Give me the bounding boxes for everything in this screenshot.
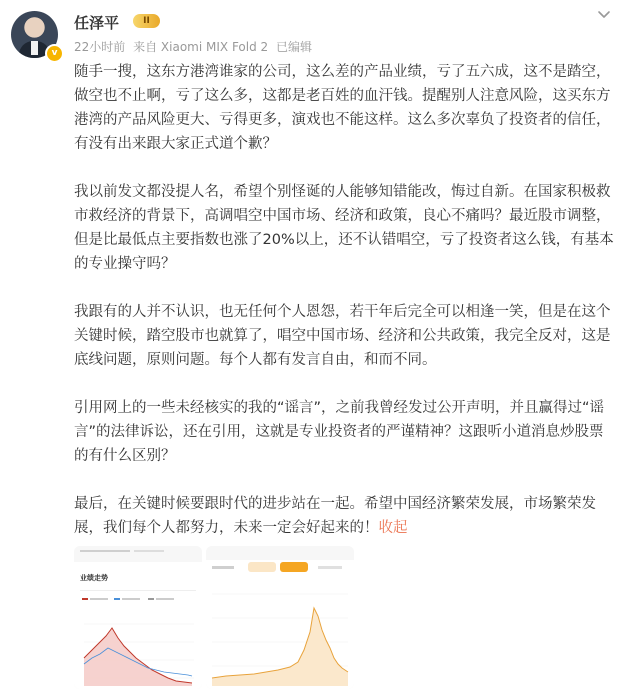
post-meta xyxy=(74,38,316,55)
post-paragraph-text: 最后，在关键时候要跟时代的进步站在一起。希望中国经济繁荣发展，市场繁荣发展，我们每个人都努力，未来一定会好起来的！ xyxy=(74,496,596,536)
verified-v-icon: v xyxy=(45,44,64,63)
post-paragraph: 我跟有的人并不认识，也无任何个人恩怨，若干年后完全可以相逢一笑，但是在这个关键时候，踏空股市也就算了，唱空中国市场、经济和公共政策，我完全反对，这是底线问题，原则问题。每个人都有发言自由，和而不同。 xyxy=(74,304,611,368)
level-badge[interactable]: II xyxy=(133,14,160,28)
collapse-link[interactable]: 收起 xyxy=(378,520,408,536)
user-name[interactable]: 任泽平 xyxy=(74,14,120,32)
post-time[interactable]: 22小时前 xyxy=(74,40,126,54)
image-thumbnail-2[interactable] xyxy=(206,546,354,689)
post-source: 来自 Xiaomi MIX Fold 2 xyxy=(133,40,269,54)
thumb1-title: 业绩走势 xyxy=(80,574,108,582)
chevron-down-icon[interactable] xyxy=(596,6,612,22)
post-paragraph: 引用网上的一些未经核实的我的“谣言”，之前我曾经发过公开声明，并且赢得过“谣言”的法律诉讼，还在引用，这就是专业投资者的严谨精神？这跟听小道消息炒股票的有什么区别？ xyxy=(74,400,605,464)
image-thumbnail-1[interactable] xyxy=(74,546,202,689)
avatar-shirt xyxy=(31,41,38,55)
post-paragraph: 随手一搜，这东方港湾谁家的公司，这么差的产品业绩，亏了五六成，这不是踏空，做空也不止啊，亏了这么多，这都是老百姓的血汗钱。提醒别人注意风险，这买东方港湾的产品风险更大、亏得更多，演戏也不能这样。这么多次辜负了投资者的信任，有没有出来跟大家正式道个歉？ xyxy=(74,64,611,152)
thumb1-chart xyxy=(74,546,202,689)
post-text xyxy=(74,60,614,540)
edited-label[interactable]: 已编辑 xyxy=(276,40,313,54)
post-paragraph-last xyxy=(74,492,614,540)
post-paragraph: 我以前发文都没提人名，希望个别怪诞的人能够知错能改，悔过自新。在国家积极救市救经济的背景下，高调唱空中国市场、经济和政策，良心不痛吗？最近股市调整，但是比最低点主要指数也涨了20%以上，还不认错唱空，亏了投资者这么钱，有基本的专业操守吗？ xyxy=(74,184,614,272)
thumb2-chart xyxy=(206,546,354,689)
